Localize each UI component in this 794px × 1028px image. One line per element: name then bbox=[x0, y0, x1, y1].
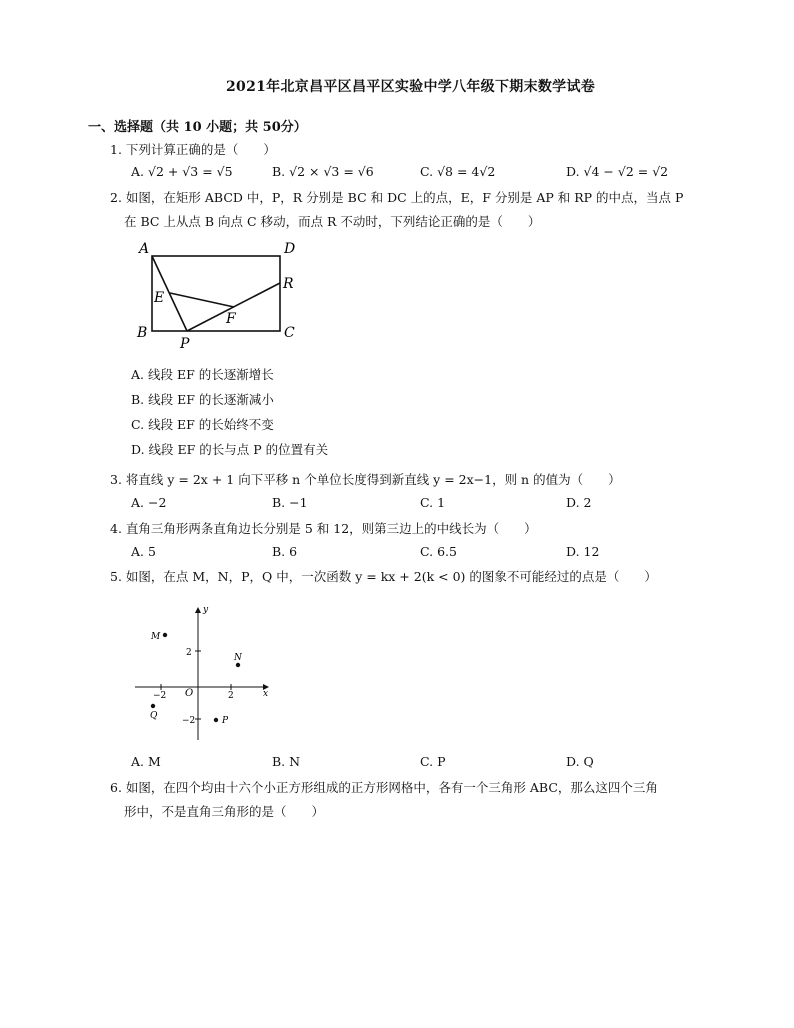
label-a: A bbox=[139, 241, 150, 257]
segment-ef bbox=[170, 293, 234, 307]
q2-option-b: B. 线段 EF 的长逐渐减小 bbox=[131, 392, 274, 407]
point-n bbox=[236, 663, 240, 667]
q3-option-d: D. 2 bbox=[566, 495, 592, 510]
page-title: 2021年北京昌平区昌平区实验中学八年级下期末数学试卷 bbox=[226, 79, 596, 95]
q3-option-b: B. −1 bbox=[272, 495, 308, 510]
label-c: C bbox=[284, 325, 295, 341]
label-m: M bbox=[151, 632, 161, 642]
q2-option-a: A. 线段 EF 的长逐渐增长 bbox=[131, 367, 274, 382]
tick-x-minus-2: −2 bbox=[153, 691, 167, 701]
label-p: P bbox=[222, 716, 229, 726]
question-6-line-1: 6. 如图，在四个均由十六个小正方形组成的正方形网格中，各有一个三角形 ABC，那么这四个三角 bbox=[110, 780, 658, 795]
y-axis-label: y bbox=[203, 605, 209, 615]
coordinate-figure bbox=[130, 600, 280, 745]
q4-option-d: D. 12 bbox=[566, 544, 600, 559]
tick-y-minus-2: −2 bbox=[182, 716, 196, 726]
q1-option-a: A. √2 + √3 = √5 bbox=[131, 164, 233, 179]
label-d: D bbox=[284, 241, 296, 257]
point-m bbox=[163, 633, 167, 637]
q5-option-a: A. M bbox=[131, 754, 161, 769]
x-axis-label: x bbox=[263, 689, 269, 699]
origin-label: O bbox=[185, 688, 194, 699]
label-r: R bbox=[283, 276, 294, 292]
label-n: N bbox=[234, 653, 242, 663]
q3-option-c: C. 1 bbox=[420, 495, 446, 510]
q1-option-c: C. √8 = 4√2 bbox=[420, 164, 496, 179]
q1-option-d: D. √4 − √2 = √2 bbox=[566, 164, 669, 179]
q4-option-c: C. 6.5 bbox=[420, 544, 457, 559]
question-5: 5. 如图，在点 M，N，P，Q 中，一次函数 y = kx + 2(k < 0) 的图象不可能经过的点是（ ） bbox=[110, 569, 657, 584]
question-1: 1. 下列计算正确的是（ ） bbox=[110, 142, 276, 157]
q4-option-a: A. 5 bbox=[131, 544, 156, 559]
q5-option-c: C. P bbox=[420, 754, 446, 769]
section-heading: 一、选择题（共 10 小题；共 50分） bbox=[88, 120, 307, 135]
q5-option-b: B. N bbox=[272, 754, 301, 769]
question-6-line-2: 形中，不是直角三角形的是（ ） bbox=[124, 804, 325, 819]
label-e: E bbox=[154, 290, 165, 306]
q1-option-b: B. √2 × √3 = √6 bbox=[272, 164, 374, 179]
q5-option-d: D. Q bbox=[566, 754, 594, 769]
tick-y-2: 2 bbox=[186, 648, 192, 658]
question-3: 3. 将直线 y = 2x + 1 向下平移 n 个单位长度得到新直线 y = 2x−1，则 n 的值为（ ） bbox=[110, 472, 621, 487]
question-4: 4. 直角三角形两条直角边长分别是 5 和 12，则第三边上的中线长为（ ） bbox=[110, 521, 537, 536]
point-q bbox=[151, 704, 155, 708]
label-b: B bbox=[137, 325, 148, 341]
label-p: P bbox=[180, 336, 190, 352]
tick-x-2: 2 bbox=[228, 691, 234, 701]
rectangle-figure bbox=[130, 236, 310, 354]
point-p bbox=[214, 718, 218, 722]
q2-option-d: D. 线段 EF 的长与点 P 的位置有关 bbox=[131, 442, 329, 457]
question-2-line-1: 2. 如图，在矩形 ABCD 中，P，R 分别是 BC 和 DC 上的点，E，F 分别是 AP 和 RP 的中点，当点 P bbox=[110, 190, 684, 205]
q4-option-b: B. 6 bbox=[272, 544, 298, 559]
q3-option-a: A. −2 bbox=[131, 495, 167, 510]
question-2-line-2: 在 BC 上从点 B 向点 C 移动，而点 R 不动时，下列结论正确的是（ ） bbox=[124, 214, 541, 229]
q2-option-c: C. 线段 EF 的长始终不变 bbox=[131, 417, 274, 432]
label-q: Q bbox=[150, 711, 158, 721]
label-f: F bbox=[226, 311, 236, 327]
